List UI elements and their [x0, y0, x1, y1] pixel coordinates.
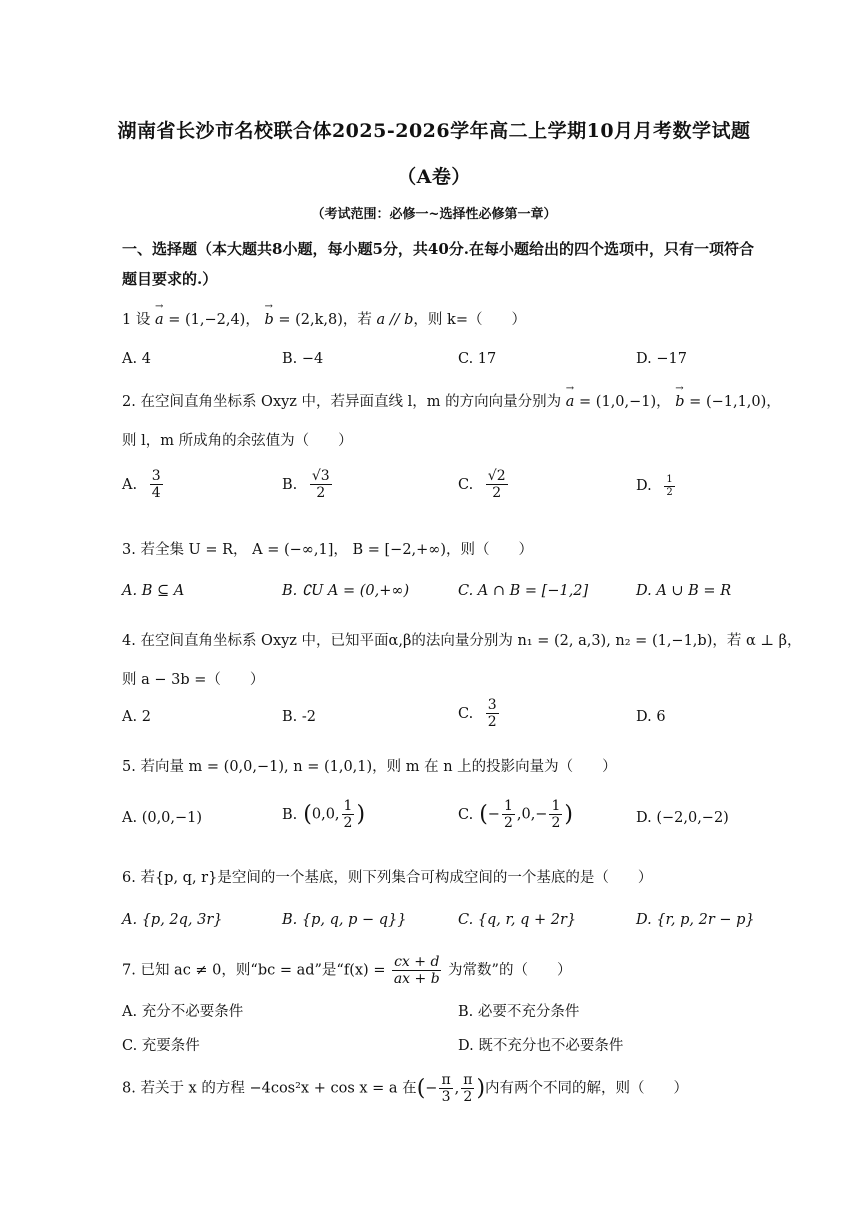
q5-option-c-open-paren: ( [479, 802, 488, 828]
q5-option-b-denominator: 2 [343, 815, 353, 832]
q8-text-b: 内有两个不同的解，则（ ） [485, 1080, 689, 1097]
q1-option-c: C. 17 [458, 351, 497, 367]
q2-option-b [282, 468, 334, 501]
q5-option-c-denominator-1: 2 [503, 815, 513, 832]
q4-option-d: D. 6 [636, 709, 666, 725]
question-4-line1: 4. 在空间直角坐标系 Oxyz 中，已知平面α,β的法向量分别为 n₁ = (2, a,3), n₂ = (1,−1,b)，若 α ⊥ β， [122, 633, 802, 649]
q5-option-c-numerator-1: 1 [503, 798, 513, 814]
q2-option-a-label: A. [122, 476, 138, 493]
q2-option-b-denominator: 2 [316, 485, 326, 502]
q1-option-d: D. −17 [636, 351, 687, 367]
q1-text-a: 设 [135, 312, 151, 328]
q7-denominator: ax + b [393, 971, 440, 988]
question-5: 5. 若向量 m = (0,0,−1), n = (1,0,1)，则 m 在 n 上的投影向量为（ ） [122, 759, 617, 775]
q1-number: 1 [122, 312, 132, 328]
q2-option-d-numerator: 1 [666, 474, 673, 485]
question-3: 3. 若全集 U = R， A = (−∞,1]， B = [−2,+∞)，则（ ） [122, 542, 534, 558]
q5-option-c [458, 798, 573, 831]
q2-option-b-fraction [310, 468, 332, 501]
q2-option-d [636, 474, 677, 498]
section-heading-line2: 题目要求的.） [122, 270, 218, 288]
q8-open-paren: ( [416, 1076, 426, 1102]
q4-option-a: A. 2 [122, 709, 151, 725]
q8-numerator-2: π [463, 1072, 473, 1088]
q1-option-a: A. 4 [122, 351, 151, 367]
q2-option-c [458, 468, 510, 501]
q2-text-a: 2. 在空间直角坐标系 Oxyz 中，若异面直线 l，m 的方向向量分别为 [122, 394, 562, 410]
q6-option-d: D. {r, p, 2r − p} [636, 912, 755, 928]
q2-option-b-label: B. [282, 476, 298, 493]
q1-tail: ，则 k=（ ） [413, 312, 526, 328]
q2-option-d-denominator: 2 [666, 486, 673, 498]
q2-option-a [122, 468, 165, 501]
q8-fraction-1 [439, 1072, 452, 1105]
q5-option-c-minus: − [487, 806, 500, 823]
q4-option-c-denominator: 2 [487, 714, 497, 731]
q7-text-b: 为常数”的（ ） [448, 962, 572, 979]
q1-vector-a: → a [155, 312, 164, 328]
exam-paper-version: （A卷） [397, 166, 471, 188]
q2-option-a-denominator: 4 [151, 485, 161, 502]
question-7 [122, 954, 571, 987]
q5-option-b-fraction [342, 798, 355, 831]
q3-option-d: D. A ∪ B = R [636, 583, 732, 599]
q2-option-c-denominator: 2 [492, 485, 502, 502]
q5-option-b-numerator: 1 [343, 798, 353, 814]
question-4-line2: 则 a − 3b =（ ） [122, 672, 265, 688]
q4-option-c-fraction [486, 697, 499, 730]
q4-option-c-numerator: 3 [487, 697, 497, 713]
q1-eq-b: = (2,k,8) [273, 312, 343, 328]
q7-text-a: 7. 已知 ac ≠ 0，则“bc = ad”是“f(x) = [122, 962, 386, 979]
q1-option-b: B. −4 [282, 351, 324, 367]
q1-eq-a: = (1,−2,4) [163, 312, 246, 328]
q2-option-c-label: C. [458, 476, 474, 493]
q4-option-b: B. -2 [282, 709, 316, 725]
q5-option-c-denominator-2: 2 [551, 815, 561, 832]
q4-option-c [458, 697, 501, 730]
q5-option-c-mid: ,0,− [516, 806, 548, 823]
q5-option-c-fraction-2 [549, 798, 562, 831]
exam-title: 湖南省长沙市名校联合体2025-2026学年高二上学期10月月考数学试题 [117, 120, 751, 142]
q7-numerator: cx + d [394, 954, 440, 970]
q6-option-c: C. {q, r, q + 2r} [458, 912, 577, 928]
section-heading-line1: 一、选择题（本大题共8小题，每小题5分，共40分.在每小题给出的四个选项中，只有一项符合 [122, 240, 754, 258]
q8-text-a: 8. 若关于 x 的方程 −4cos²x + cos x = a 在 [122, 1080, 417, 1097]
q8-comma: , [454, 1080, 460, 1097]
q3-option-a: A. B ⊆ A [122, 583, 185, 599]
question-1 [122, 308, 526, 329]
q2-vector-b: → b [675, 394, 684, 410]
q2-text-b: = (1,0,−1)， [574, 394, 671, 410]
q8-denominator-2: 2 [463, 1089, 473, 1106]
q2-option-c-fraction [486, 468, 508, 501]
q5-option-c-label: C. [458, 806, 474, 823]
q8-denominator-1: 3 [441, 1089, 451, 1106]
q5-option-d: D. (−2,0,−2) [636, 810, 729, 826]
q1-vector-b: → b [264, 312, 273, 328]
q7-option-c: C. 充要条件 [122, 1038, 200, 1054]
q8-close-paren: ) [476, 1076, 486, 1102]
q6-option-b: B. {p, q, p − q}} [282, 912, 407, 928]
question-2-line2: 则 l，m 所成角的余弦值为（ ） [122, 433, 353, 449]
q7-option-a: A. 充分不必要条件 [122, 1004, 244, 1020]
q2-option-d-label: D. [636, 478, 652, 494]
question-2-line1 [122, 390, 781, 411]
q5-option-b-close-paren: ) [356, 802, 366, 828]
q2-option-b-numerator: √3 [311, 468, 330, 484]
q7-fraction [392, 954, 441, 987]
q1-sep2: ，若 [342, 312, 372, 328]
q2-text-c: = (−1,1,0)， [684, 394, 781, 410]
q5-option-c-numerator-2: 1 [551, 798, 561, 814]
q3-option-c: C. A ∩ B = [−1,2] [458, 583, 589, 599]
q5-option-b [282, 798, 365, 831]
q2-option-a-numerator: 3 [151, 468, 161, 484]
q5-option-c-fraction-1 [502, 798, 515, 831]
question-8 [122, 1072, 688, 1105]
q8-minus: − [425, 1080, 438, 1097]
q7-option-b: B. 必要不充分条件 [458, 1004, 580, 1020]
q6-option-a: A. {p, 2q, 3r} [122, 912, 223, 928]
q8-fraction-2 [461, 1072, 474, 1105]
q2-option-a-fraction [150, 468, 163, 501]
q5-option-b-prefix: 0,0, [311, 806, 340, 823]
q5-option-a: A. (0,0,−1) [122, 810, 203, 826]
q5-option-b-label: B. [282, 806, 298, 823]
q1-sep1: ， [245, 312, 260, 328]
q4-option-c-label: C. [458, 705, 474, 722]
q7-option-d: D. 既不充分也不必要条件 [458, 1038, 624, 1054]
q8-numerator-1: π [441, 1072, 451, 1088]
q1-condition: a // b [376, 312, 414, 328]
q3-option-b: B. ∁U A = (0,+∞) [282, 583, 410, 599]
q2-option-c-numerator: √2 [487, 468, 506, 484]
q2-vector-a: → a [566, 394, 575, 410]
question-6: 6. 若{p, q, r}是空间的一个基底，则下列集合可构成空间的一个基底的是（ ） [122, 870, 653, 886]
q5-option-c-close-paren: ) [564, 802, 573, 828]
exam-scope: （考试范围：必修一~选择性必修第一章） [311, 207, 557, 222]
q2-option-d-fraction [664, 474, 674, 498]
q5-option-b-open-paren: ( [303, 802, 312, 828]
